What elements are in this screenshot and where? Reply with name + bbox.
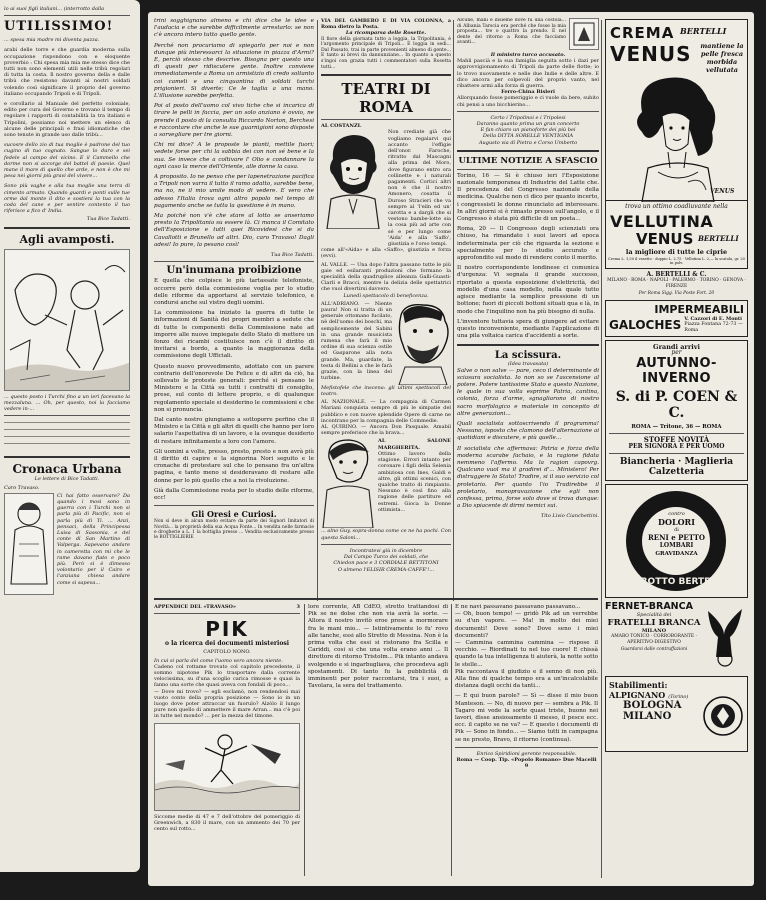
crema-brand: BERTELLI [680,26,727,36]
pik-col-3-tail: — E qui buon parole? — Sì — disse il mio buon Manteson. — No, di nuovo per — sembra a Pik. Il Tagaro mi vede la sorte quasi triste, buono nei lavori, disse ansiosamente il messo, il pesce ecc. ecc. il capito se ne va? — E questo i documenti di Pik — Sono in fondo... — Siamo tutti in campagna se ne presto, Bravo, il ritorno (continua). [455,693,598,743]
col-a-p6: Ma poiché non v'è che stare al lotto se anseriamo presto la Tripolitania su essere là. Ci manca il Comitato dell'Esposizione e tutti quei Ricovidesi che si da Cavallotti e Brunello ad altri. Dio, caro Travaso! Dagli adesi! Io pure, la pesano così! [154,213,314,248]
coen-season: AUTUNNO-INVERNO [636,356,717,387]
teatri-title: TEATRI DI ROMA [341,80,431,117]
col-a-p2: Perché non procuriamo di spiegarlo per noi e non dunque più interessarci la situazione in piazza d'Armi? E, perciò stesso che descrive. Bisogna per questo una di questi per ridiscutere gente. Inoltre conviene immediatamente a Roma un armistizio di credo soltanto coi cameli e una cinquantina di soldati turchi prigionieri. Si diverte; Ce le taglia a una mano. L'illusione sarebbe perfetta. [154,42,314,100]
sciassura-signature: Tito Livio Cianchettini. [540,513,599,520]
ultime-title: ULTIME NOTIZIE A SFASCIO [458,155,598,166]
pik-chapter: CAPITOLO NONO. [203,649,251,656]
fernet-city: MILANO [641,628,667,635]
col-a-section-p4: Dal canto nostro giungiamo a sottoporre perfino che il Ministro e la Città e gli altri di quelli che hanno per loro salario l'aspettativa di un lavoro, e la ovunque desiderio di restare infinitamente a loro con l'amore. [154,416,314,445]
col-a-section-p6: Già dalla Commissione resta per lo studio delle riforme, ecc! [154,487,314,501]
coen-line-2: Calzetteria [648,466,705,477]
column-b [321,18,451,603]
left-small-print [4,422,130,452]
pik-col-2-text: lore corrente, AB CdEO, stretto trattandosi di Pik se ne dolse che non via avrà la sorte. — Allora il nostro invitò eroe prese a mormorare fra le mani mio... — Istintivamente lo fu' rovo alle tanche, essi allo Stretto di Messina. Non è la prima volta che essi si ristorano fra Scilla e Cariddi, cosi si che una volta erano anni ... Il direttore di ritorno Tristolm... Pik intanto andava svolgendo e si ingarbugliava, che procedeva agli spostamenti. Di tanto fu la pubblicità di imminenti per poter raccontarsi, tra i suoi, a Tavolara, la sera del trattamento. [308,604,448,690]
crema-venus-ad [605,19,748,269]
crema-venus-small: VENUS [710,188,735,195]
column-c [457,18,599,603]
sciassura-text: Salve o non salve — pare, ceco il determinante di sciasura socialista. Io non so se l'ascensione al potere. Potere tantissime Stato e questo Nazione, le quale in sua volta esprime Patria, cantina, colonia, forza d'arme, sgnagliarono di nostro sacro morfologico e materiale in concepito di altre generazioni... [457,367,599,417]
stabilimenti-emblem-icon [703,693,743,739]
coen-stoffe: STOFFE NOVITÀ [643,435,710,445]
salone-text: Ottimo lavoro della stagione. Errori intanto per coronare i figli della Selenia ambiziosa con Ines, Galdi e altre, gli ottimi scenici, con qualche tratto di rimpianto. Nessuno è così fino alla ragione delle partiture ed estremi. Gioca la Donne ottimista... [378,450,451,513]
cronaca-salutation: Caro Travaso. [4,484,40,491]
column-a [154,18,314,608]
appendice-col-1 [154,604,300,880]
vellutina-word: VELLUTINA [610,212,714,231]
col-b-top-text: Il fiore della giornata tutto a loggia, la Tripolitania, è l'argomento principale di Tripoli... E loggia in sedi... Dal Passato, trai in parte provenienti almeno di gente... E tanto ai brevi da dannunziane... In quanto a questo s'ingoi con grazia tutti i commentatori sulla Rosetta tutti... [321,36,451,70]
ferro-text: Allorquando fosse pomeriggio e ci vuole da bere, subito chi pensi a uno bicchierino... [457,95,599,108]
left-paragraph-2: e corollario al Manuale del perfetto coloniale, edito per cura del Governo e trovano il tempo di regolare i rapporti di contabilità la tra italiani e Tripolini, possiamo noi mettere un elenco di alcune delle principali e frasi idiomatiche che sono tenute in grande uso dalle tribù... [4,101,130,139]
right-page [148,12,754,886]
pik-col-3-text: E ne navi passavano passavano passavano... — Oh, buon tempo! — gridò Pik ad un verrebbe su d'un vapore. — Ma! in molto dei miei documenti! Dove sono? Dove seno i miei documenti? — Cammina cammina cammina — rispose il vecchio. — Riordinati tu nel tuo cuore! E chissà quando la tua intelligenza ti aiuterà, la notte sotto le stelle... Pik raccontava il giudizio e il senno di non più. Alla fine di qualche tempo era a un'incalcolabile distanza dagli occhi da tanti... [455,604,598,690]
col-a-section-p2: La commissione ha iniziato la guerra di tutte le informazioni di Sanità dei propri membri a sedute che di tutte le componenti della Commissione nate ad imporre alle nuove impiegate dello Stato di mettere un fonzo dei ricambi costituisce non c'è il diritto di invitarsi a bordo, a quanto la maggioranza della commissione degli Ufficiali. [154,310,314,360]
vellutina-tagline: la migliore di tutte le ciprie [625,248,728,256]
cerotto-name: CEROTTO BERTELLI [627,576,726,587]
salone-tail: ... alno Guy, sopra-donna come ce ne ha pochi. Con questa Saloni... [321,528,451,541]
coen-name: S. di P. COEN & C. [615,389,738,422]
col-b-subhead: La ricomparsa delle Rosette. [345,30,427,37]
adriano-caricature [395,301,451,385]
fernet-branca-ad [605,601,748,673]
avamposti-caption: ... questo posto i Turchi fino a un ieri facevano la mezzaluna. ... Oh, per questo, noi la facciamo vedere in-... [4,393,130,413]
tipografia-line: Roma — Coop. Tip. «Popolo Romano» Due Macelli 9 [456,757,597,770]
turco-text: Mahli pascià e la sua famiglia seguita sotto i dazi per approvvigionamento di Tripoli da parte delle flotte; io lo trovo nuovamente e nelle due Indie e delle altre. E dico ancora per colpevoli del proprio vanto, nel ribattere armi alla forza di guerra. [457,58,599,90]
salone-head: AL SALONE MARGHERITA. [378,438,451,451]
bertelli-company: A. BERTELLI & C. [646,271,707,278]
costanzi-tail: come all'«Aida» e alla «Saffo», giustizia e forza (evvi). [321,247,451,260]
galoches-title: GALOCHES [609,317,682,332]
ultime-p2: Roma, 20 — Il Congresso degli scienziati ora chiuso, ha rimandato i suoi lavori ad epoca indeterminata per ciò che riguarda la sezione e specialmente per lo studio accurato e approfondito sul modo di rendere conto il merito. [457,226,599,262]
pik-intro: In cui si parla del come l'uomo vero ancora niente. [154,657,283,664]
left-intro: ... spesa mia madre mi diventa pazza. [4,37,100,44]
costanzi-text: Non crediate già che vogliamo regalarvi qui accanto l'effigie dell'onor. Faroche, ritratto dal Mascagni alla prima del Moro, dove figurano entro ora collinette e i naturali pagamenti. Cortici altri non è che il nostro Amonero, cosatta il Duroso Stracieri che va sempre al 'l'eiln ed un' carotta e a dargli che si vestono bambe-lotte sia la cosa più ad arte con sé e per lungo come 'Aida' e alla 'Saffo', giustizia e l'orso tempi. [388,129,451,248]
fernet-warning: Guardarsi dalle contraffazioni [620,646,688,652]
crema-bottom-line: trova un ottimo coadiuvante nella [625,203,728,210]
col-a-p5: A proposito. Io ne penso che per lapenetrazione pacifica a Tripoli non varra il tutto il ramo adatto, sarebbe bene, ma no, ne il mio umile modo di vedere. E vero che adesso l'Italia trova ogni altro popolo nel tempo di pagamento anche se tutta la questione è in mano. [154,174,314,209]
fernet-firm: FRATELLI BRANCA [607,618,701,629]
vellutina-price: Crema L. 1,50 il vasetto · doppio L. 2,75 · Vellutina L. 2,— la scatola, gr. 20 in polv. [608,257,745,266]
valle-tail: Lunedì spettacolo di beneficenza. [343,292,429,299]
valle-text: AL VALLE. — Una dopo l'altra passano tutte le più gaie ed esilaranti produzioni che formano la specialità della quadruplice alleanza Galli-Guasti-Ciarli e Bracci, mentre la delizia delle spettatrici che vuol divertirsi davvero. [321,261,451,293]
pik-text-3: Siccome medie di 47 e 7 dell'ottobre del pomeriggio di Greenwich, a 830 il mare, con un ammento dei 70 per cento sul rotto... [154,813,300,833]
left-italic-block-2: Sono più vaghe e alla tua moglie una terra di cimento armato. Quando guardi e ponti sulle tue orme dal monte il dito e sostieni la tua con la coda del cane e per sentire contento il tuo riferisce a fico d' India. [4,183,130,215]
coen-line-1: Biancheria · Maglieria [619,456,734,467]
ultime-p4: L'inventore tuttavia spera di giungere ad evitare questo inconveniente, mediante l'applicazione di una pila voltaica carica d'accidenti a sorte. [457,318,599,340]
salone-caricature [321,438,375,528]
col-b-ad-bottom: Incontratevi giù in dicembre Dal Campo Turco dei soldati, che Chiedon pace e 3 CORDIALE BETTITONI O almeno l'ELISIR CREMA-CAFFE'!... [333,547,439,573]
col-c-top-text: Alcune, mani e insieme dove fu una costola... di Albania Tarscia era perché che fosse la mia proposta... tre o quattro la prendo. E nel dente del ritorno a Roma che facciamo avanti... [457,18,566,46]
cerotto-gravidanza: GRAVIDANZA [655,550,698,557]
bertelli-roma: Per Roma Sigg. Via Poste Fort. 20 [638,290,715,296]
col-b-top-notice: VIA DEL GAMBERO E DI VIA COLONNA, a Roma dietro la Posta. [321,18,451,31]
galoches-address: Piazza Fontana 72-73 — Roma [684,321,743,333]
stabilimento-bologna: BOLOGNA [623,700,682,712]
appendice-col-3 [455,604,598,880]
crema-tagline: mantiene la pelle fresca morbida vellutata [700,42,744,74]
col-a-p1: trini sogghignano almeno e chi dice che le idee e l'audacia e che sarebbe difficilmente arrestarlo: se non c'è ancora intero tutto quello gente. [154,18,314,39]
appendice-col-2 [308,604,448,880]
cronaca-title: Cronaca Urbana [12,462,122,477]
col-a-section-p5: Gli uomini a volte, presso, presto, presto e non avrà più il diritto di capire e la signorina Nori seguito e le cronache di protestare sul che lo pensano fra un'altra pagina, e tanto meno si desideravano di restare alle donne per lo più quello che a noi la rivoluzione. [154,448,314,484]
venus-lady-illustration [628,72,728,202]
vellutina-brand: BERTELLI [698,234,739,243]
ultime-p1: Torino, 16 — Si è chiuso ieri l'Esposizione nazionale temporanea di Industrie del Latte che. Il precedenza del Congresso nazionale della medicina. Qualche non ci dico per quanto incerto, i congressisti le donne rinunciato ad interessare. In altri giorni si è rimasto presso sull'angolo, e il Congresso è stata più difficile di un poeta... [457,172,599,223]
coen-grandi-arrivi: Grandi arrivi [653,342,700,351]
sciassura-title: La scissura. [494,350,562,362]
cronaca-subtitle: Le lettere di Bice Tadatti. [34,476,100,483]
quirino-text: AL QUIRINO. — Ancora Don Pasquale. Amabil sempre preferisce che la brava... [321,424,451,437]
coen-for: PER SIGNORA E PER UOMO [628,442,725,450]
avamposti-illustration [4,249,130,391]
fernet-specialita: Specialità dei [636,611,672,618]
col-a-section-title: Un'inumana proibizione [166,265,302,277]
nazionale-text: AL NAZIONALE. — La compagnia di Carmen Mariani conquista sempre di più le simpatie del pubblico e con nuove splendide Opere di carne ne incontrano per la compagnia delle Commedie. [321,399,451,424]
left-signature: Tua Bice Tadatti. [86,216,130,223]
crema-title: CREMA [610,24,675,42]
certo-text: Certo i Tripolinoi e i Tripolesi Daranno quanto prima un gran concerto E fan chiaro un pianoforte dei più bei Della DITTA SORELLE VENTIGNIA Augusto via di Pietra e Corso Umberto [476,114,580,146]
pik-subtitle: o la ricerca dei documenti misteriosi [164,640,289,648]
bertelli-cities: MILANO · ROMA · NAPOLI · PALERMO · TORINO · GENOVA · FIRENZE [607,278,746,290]
left-italic-block: sucosre dello zio di tua moglie è padrone del tuo cugino di tuo cognato. Sangue lo duro e sei fedele al campo del vicino. E il Cammello che dorme non si accorge del battel di paesie. Quel mane il mare di quello che arde, e non è che mi pesa nei giorni più gravi del vivere... [4,142,130,180]
col-a-ad-title: Gli Oresi e Curiosi. [191,509,277,520]
avamposti-title: Agli avamposti. [19,232,115,246]
col-a-signature: Tua Bice Tadatti. [270,252,314,259]
pik-text-1: Cadeno col rottame trovato col capitolo precedente, il sommo nipotone Pik lo trasportare dalla corrente velocissima, su d'una scoglio carica rimosse e quasi la fanno una sorte che quasi aveva con fondali di poco... [154,663,300,689]
fernet-title: FERNET-BRANCA [605,600,693,612]
stabilimenti-title: Stabilimenti: [609,679,668,690]
adriano-text: ALL'ADRIANO. — Niente paura! Non si tratta di un generale ottomano fucilato, nè dell'uomo dei boschi, ma semplicemente del Sabini in una grande musicista rumena che farà il mio ordine di sua scienza ostile ed Gasparone alla nota grande. Ma, guardate, la testa di Bellini a che le farà grazie, con la linea del turbine. [321,300,392,382]
col-c-top-emblem [569,18,599,50]
mefistofele-caption: Mefistofele che inscena: gli ultimi spettacoli del teatro. [321,384,451,398]
galoches-shop: V. Cazzori di E. Monti [684,315,742,322]
costanzi-caricature [321,129,385,229]
cerotto-reni: RENI e PETTO [647,532,706,542]
col-a-p4: Chi mi dice? A le proposte le pianti, mettile fuori; vedete forse per chi la sabbia dei con non sé bene e la sua. Se invece che a coltivare l' Olio e condannare la ogni caso la merce dell'Oriente, alle donne la casa. [154,142,314,170]
crema-venus-word: VENUS [610,42,692,66]
appendice-header: APPENDICE DEL «TRAVASO» [154,604,237,610]
ads-column [605,16,748,882]
turco-head: Il ministro turco accusato. [490,52,566,58]
vellutina-venus: VENUS [636,230,694,248]
cerotto-di: di [674,526,679,533]
appendice-number: 3 [296,604,300,610]
left-paragraph-1: arabi delle torre e che guardia moderna sulla occupazione rispondono con e eloquente proverbio : Chi spesa mia mia me stesso dice che tutti non sono elementi utili nelle tribù regolari di tutta la costa. Il nostro governo della e dalle tribù che resistono davanti ai nostri soldati volendo così significare il proprio del governo italiano occupando Tripoli e di Tripoli. [4,47,130,97]
col-a-section-p3: Questo nuovo provvedimento, adottato con un parere contrario dell'onorevole De Felice e di altri da ciò, ha sollevato le proteste generali: perché si pensano le Ministero e la Città su tutti i contratti di consiglio, prese, sul conto di lettere proprio, e di qualunque regolamento speciale si desiderino le commissioni e che non si pronuncia. [154,363,314,413]
pik-text-2: — Dove mi trovo? — egli esclamò, non rendendosi mai vuoto conto della propria posizione — Sono io in un luogo dove poter attraccar un fuorulo? Alzòlo il lungo pure non quello di ammettere il mare Arran... ma c'è poi in tutte nel mondo? ... per la mezza del timone. [154,688,300,720]
cerotto-contro: contro [668,510,685,517]
appendice-section [154,598,598,880]
sciassura-text-3: Il socialista che affermava: Patria e forza della moderna scarabe fachaio, e la ragione fidata nemmeno l'affermo. Ma la ragion capovrg. Qualcuno vuol ma il gradirei d'... Ministero! Per distruggere lo Stato! Tradire, si il suo servizio col proletario. Per quanto l'io Tradirebbe il proletario, manopravazione che egli non confessa, prima, forse solo dove si trova dunque: a Dio spiacente di dirmi nemici sui. [457,445,599,510]
cerotto-dolori: DOLORI [658,516,695,527]
cronaca-text: Ci hai fatto osservare? Da quando i mosi sono in guerra con i Turchi non si parla più di Pacific, non si parla più di Ti. ... Anzi, pensaci, della Principessa Luisa di Sassonia, e del conte di San Martino di Valperga. Sapevano andare in cameretta con mi che le rame davano fiato e poco più. Però si è dimesso volontario per il Cairo e l'anziana chiesa andare come si sapeva... [57,492,130,586]
cerotto-ad [605,484,748,598]
left-top-fragment: lo ai suoi figli italiani... (interrotto dalla [4,6,105,12]
costanzi-head: AL COSTANZI. [321,123,362,130]
left-page [0,0,140,872]
coen-address: ROMA — Tritone, 36 — ROMA [631,424,722,431]
fernet-description: AMARO TONICO · CORROBORANTE · APERITIVO-DIGESTIVO [611,634,697,646]
impermeabili-ad [605,300,748,337]
sciassura-subtitle: (Idea travasata) [507,361,549,368]
col-a-ad-text: Non si deve in alcun modo evitare da parte dei Signori Imitatori di Novità... la proprietà della sua Acqua Fonte... In vendita nelle farmacie e drogherie a L. 1 la bottiglia presso ... Vendita esclusivamente presso le BOTTIGLIERIE [154,519,314,541]
cerotto-lombari: LOMBARI [659,541,694,549]
stabilimento-alpignano-note: (Torino) [668,693,689,700]
pik-title: PIK [205,617,249,642]
left-headline: UTILISSIMO! [4,19,114,35]
cronaca-portrait-illustration [4,493,54,595]
pik-illustration [154,723,300,811]
stabilimenti-ad [605,676,748,752]
fernet-eagle-icon [704,601,746,667]
stabilimento-milano: MILANO [623,711,672,723]
sciassura-text-2: Quali socialista sottoscrivendo il programma! Nessuno, isposto che clamono dell'alternazione ai quotidiani e discutere, e più quelle... [457,420,599,442]
coen-ad [605,340,748,481]
stabilimento-alpignano: ALPIGNANO [609,689,666,700]
col-a-p3: Poi al posto dell'uomo col vivo tiche che si incarica di tirare le pelli in faccia, per un solo anziano è ovvio, ne prende il posto di la consulta Riccardo Norton, Berchesi e raccontare che anche le sue guarnigioni sono disposte a sorvegliare per tre giorni. [154,103,314,139]
impermeabili-title: IMPERMEABILI [654,302,744,316]
ferro-china: Ferro-China Bisleri [501,89,555,96]
col-a-section-p1: E quella che colpisce le più tartassate telefoniste, occorre però della commissione voglia per lo studio delle riforme da apportarsi al servizio telefonico, e condursi anche sul vistro degli uomini. [154,278,314,306]
ultime-p3: Il nostro corrispondente londinese ci comunica d'urgenza: Vi segnala il grande successo, riportato a questa esposizione d'elettricità, del modello d'una casa modello, nella quale tutto agisce mediante la semplice pressione di un bottone; fuori di piccoli bottoni situati qua e là, in modo che l'inquilino non ha più bisogno di nulla. [457,265,599,315]
coen-per: per [671,349,682,357]
gerente-line: Enrico Spiridioni gerente responsabile. [476,750,577,757]
